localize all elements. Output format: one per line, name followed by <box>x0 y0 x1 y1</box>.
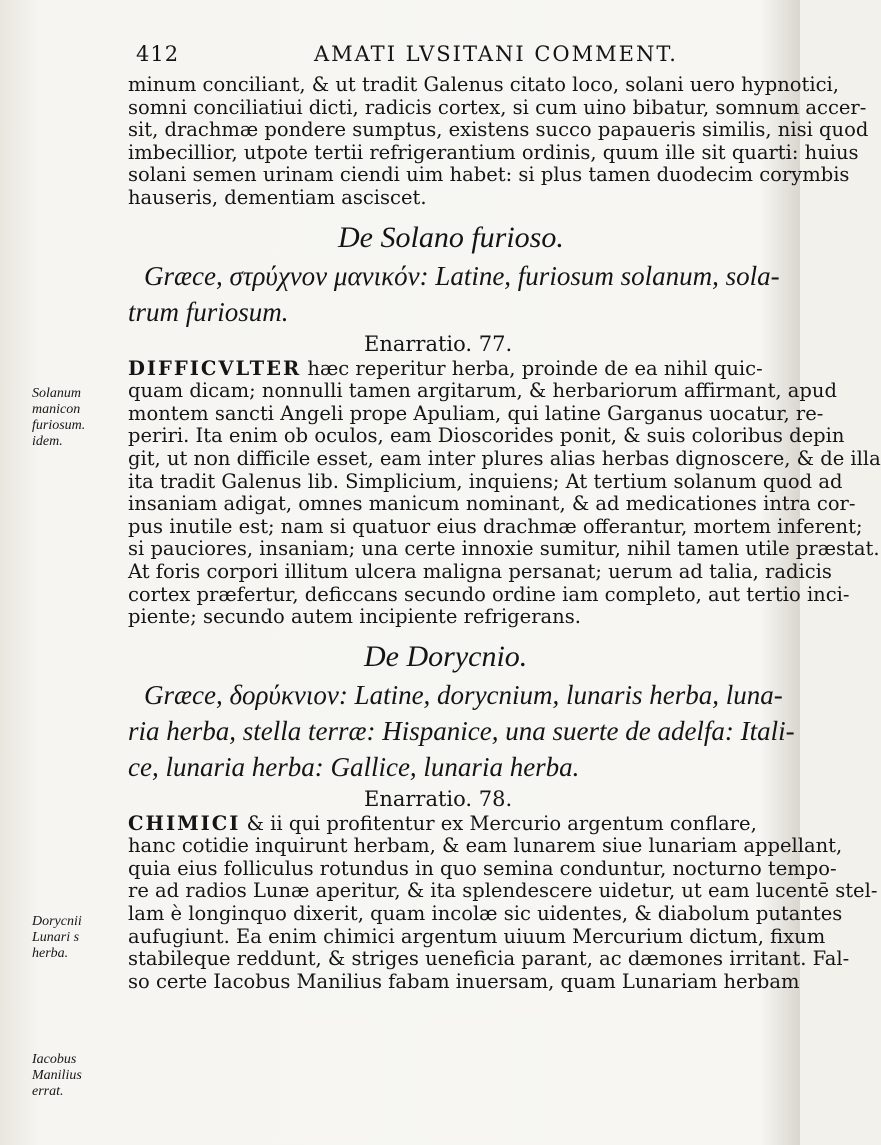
text-line: cortex præfertur, deficcans secundo ordine iam completo, aut tertio inci- <box>128 582 850 606</box>
margin-note-line: errat. <box>32 1084 64 1099</box>
margin-note <box>32 386 118 450</box>
synonyms-line: ria herba, stella terræ: Hispanice, una suerte de adelfa: Itali- <box>128 715 795 746</box>
text-span: hæc reperitur herba, proinde de ea nihil quic- <box>301 356 763 380</box>
initial-word: CHIMICI <box>128 811 241 835</box>
margin-note-line: Dorycnii <box>32 914 82 929</box>
text-span: & ii qui profitentur ex Mercurio argentum conflare, <box>240 811 757 835</box>
text-line: hauseris, dementiam asciscet. <box>128 185 427 209</box>
text-line: lam è longinquo dixerit, quam incolæ sic uidentes, & diabolum putantes <box>128 902 843 926</box>
text-line: git, ut non difficile esset, eam inter plures alias herbas dignoscere, & de illa <box>128 446 881 470</box>
synonyms-line: trum furiosum. <box>128 296 289 327</box>
margin-note-line: Iacobus <box>32 1052 77 1067</box>
section-heading: De Dorycnio. <box>364 639 528 673</box>
text-line: re ad radios Lunæ aperitur, & ita splendescere uidetur, ut eam lucentē stel- <box>128 879 878 903</box>
section-heading: De Solano furioso. <box>338 220 564 254</box>
margin-note-line: manicon <box>32 402 81 417</box>
margin-note-line: Solanum <box>32 386 81 401</box>
text-line <box>128 813 778 836</box>
page-number: 412 <box>136 42 180 66</box>
text-line: solani semen urinam ciendi uim habet: si plus tamen duodecim corymbis <box>128 163 850 187</box>
synonyms-line: Græce, στρύχνον μανικόν: Latine, furiosum solanum, sola- <box>144 260 780 291</box>
margin-note <box>32 914 118 962</box>
text-line: ita tradit Galenus lib. Simplicium, inquiens; At tertium solanum quod ad <box>128 469 843 493</box>
text-line: aufugiunt. Ea enim chimici argentum uiuum Mercurium dictum, fixum <box>128 924 826 948</box>
running-header <box>136 42 776 68</box>
text-line: so certe Iacobus Manilius fabam inuersam, quam Lunariam herbam <box>128 969 800 993</box>
text-block <box>128 73 881 993</box>
text-line: periri. Ita enim ob oculos, eam Dioscorides ponit, & suis coloribus depin <box>128 424 845 448</box>
text-line: pus inutile est; nam si quatuor eius drachmæ offerantur, mortem inferent; <box>128 514 863 538</box>
enarratio-label: Enarratio. 78. <box>364 786 513 811</box>
initial-word: DIFFICVLTER <box>128 356 302 380</box>
synonyms-line: ce, lunaria herba: Gallice, lunaria herba. <box>128 751 580 782</box>
text-line: hanc cotidie inquirunt herbam, & eam lunarem siue lunariam appellant, <box>128 834 843 858</box>
text-line: quam dicam; nonnulli tamen argitarum, & herbariorum affirmant, apud <box>128 379 837 403</box>
enarratio-label: Enarratio. 77. <box>364 331 513 356</box>
margin-note-line: Lunari s <box>32 930 80 945</box>
text-line: At foris corpori illitum ulcera maligna persanat; uerum ad talia, radicis <box>128 559 832 583</box>
text-line: somni conciliatiui dicti, radicis cortex, si cum uino bibatur, somnum accer- <box>128 95 867 119</box>
synonyms-line: Græce, δορύκνιον: Latine, dorycnium, lunaris herba, luna- <box>144 679 783 710</box>
margin-note-line: herba. <box>32 946 69 961</box>
margin-note-line: furiosum. <box>32 418 86 433</box>
text-line: imbecillior, utpote tertii refrigerantium ordinis, quum ille sit quarti: huius <box>128 140 859 164</box>
text-line: insaniam adigat, omnes manicum nominant, & ad medicationes intra cor- <box>128 492 856 516</box>
margin-note-line: Manilius <box>32 1068 82 1083</box>
text-line: stabileque reddunt, & striges ueneficia parant, ac dæmones irritant. Fal- <box>128 947 850 971</box>
text-line: minum conciliant, & ut tradit Galenus citato loco, solani uero hypnotici, <box>128 73 839 96</box>
running-title: AMATI LVSITANI COMMENT. <box>314 42 678 66</box>
margin-note-line: idem. <box>32 434 63 449</box>
text-line: montem sancti Angeli prope Apuliam, qui latine Garganus uocatur, re- <box>128 401 824 425</box>
margin-note <box>32 1052 118 1100</box>
text-line: piente; secundo autem incipiente refrigerans. <box>128 605 581 629</box>
text-line: sit, drachmæ pondere sumptus, existens succo papaueris similis, nisi quod <box>128 118 869 142</box>
text-line: quia eius folliculus rotundus in quo semina conduntur, nocturno tempo- <box>128 856 837 880</box>
text-line <box>128 358 778 381</box>
text-line: si pauciores, insaniam; una certe innoxie sumitur, nihil tamen utile præstat. <box>128 537 880 561</box>
